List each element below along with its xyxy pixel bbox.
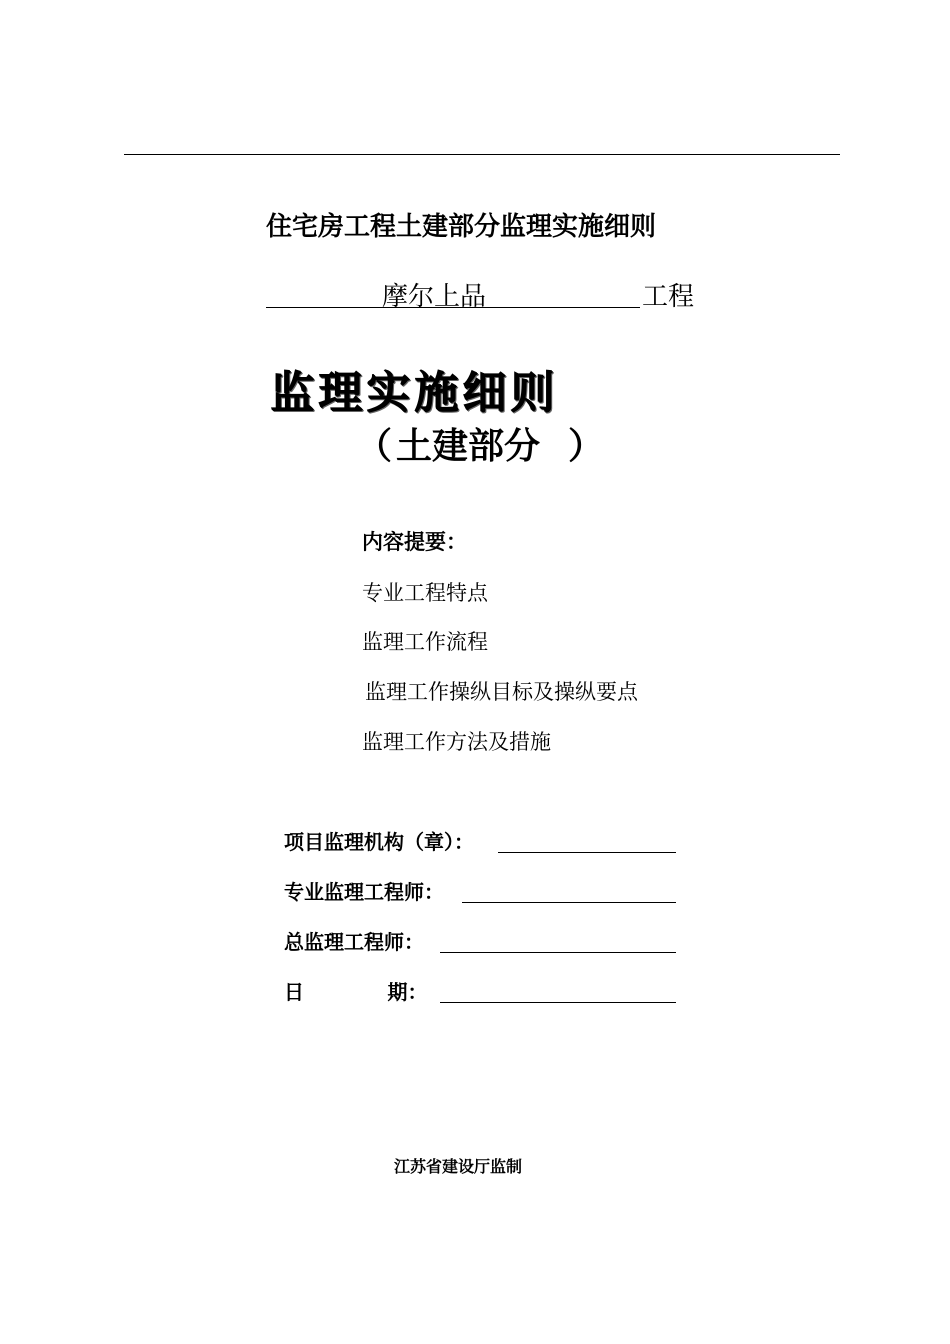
signature-row-chief-engineer — [284, 926, 684, 956]
signature-line[interactable] — [462, 902, 676, 903]
signature-label: 总监理工程师： — [284, 930, 424, 954]
signature-label: 专业监理工程师： — [284, 880, 444, 904]
header-rule — [124, 154, 840, 155]
signature-label: 日 期： — [284, 980, 428, 1004]
signature-row-organization — [284, 826, 684, 856]
signature-row-specialist-engineer — [284, 876, 684, 906]
main-title: 监理实施细则 — [270, 367, 558, 418]
project-name: 摩尔上品 — [382, 282, 487, 312]
summary-item: 专业工程特点 — [362, 581, 488, 605]
summary-item: 监理工作方法及措施 — [362, 730, 551, 754]
summary-heading: 内容提要： — [362, 530, 467, 554]
subtitle-close-paren: ） — [568, 426, 605, 467]
signature-line[interactable] — [440, 952, 676, 953]
project-line — [266, 274, 706, 310]
signature-line[interactable] — [440, 1002, 676, 1003]
footer-issuer: 江苏省建设厅监制 — [394, 1157, 523, 1176]
signature-row-date — [284, 976, 684, 1006]
subtitle-open-paren: （ — [356, 426, 393, 467]
project-suffix: 工程 — [642, 282, 695, 312]
signature-label: 项目监理机构（章）： — [284, 830, 474, 854]
summary-item: 监理工作流程 — [362, 630, 488, 654]
subtitle-text: 土建部分 — [396, 426, 541, 467]
signature-line[interactable] — [498, 852, 676, 853]
document-title: 住宅房工程土建部分监理实施细则 — [266, 212, 657, 242]
summary-item: 监理工作操纵目标及操纵要点 — [365, 680, 638, 704]
